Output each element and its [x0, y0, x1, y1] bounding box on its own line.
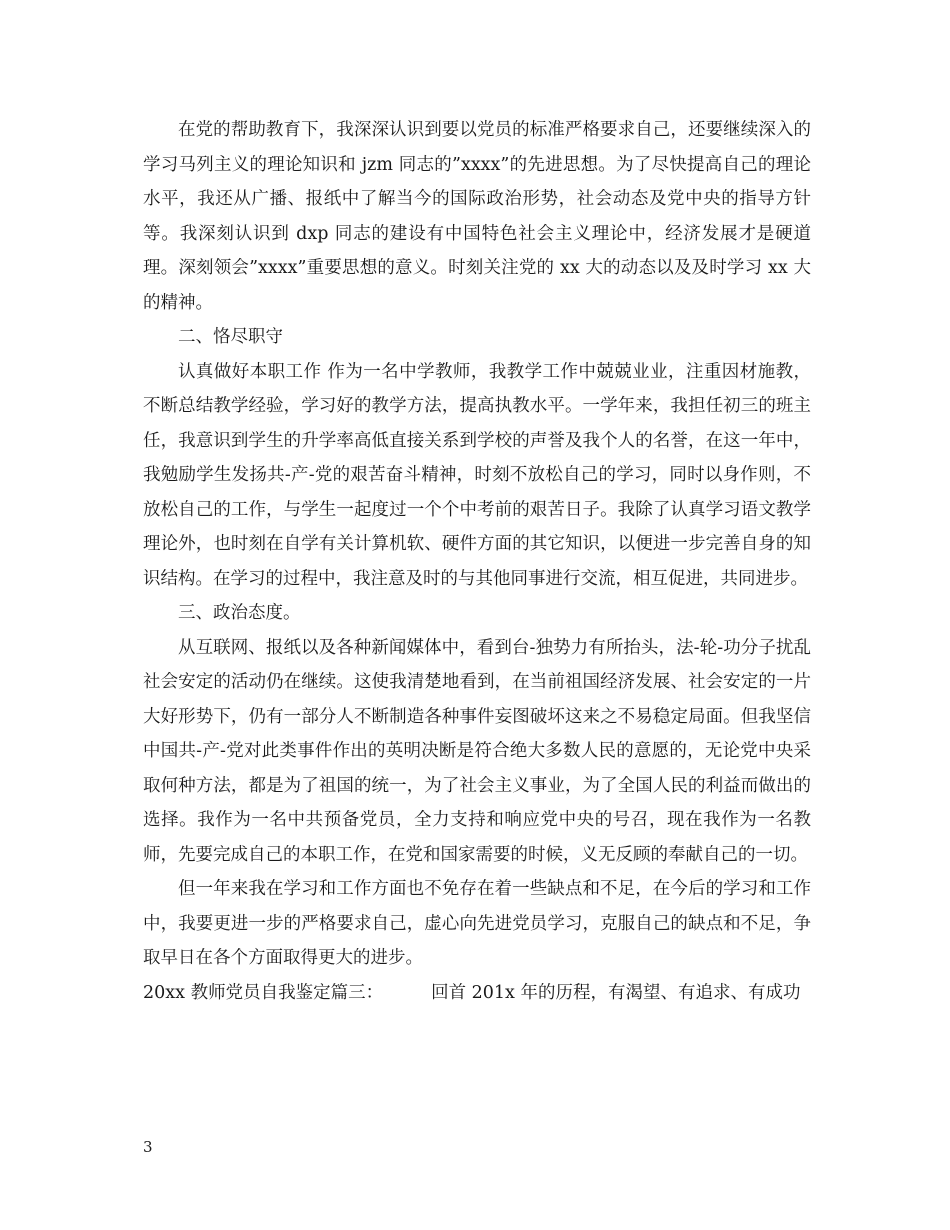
document-body: [143, 113, 811, 1010]
section-heading-politics: 三、政治态度。: [178, 603, 301, 623]
next-section-title: 20xx 教师党员自我鉴定篇三：: [143, 982, 384, 1003]
next-section-opening: 回首 201x 年的历程，有渴望、有追求、有成功: [431, 982, 801, 1003]
section-heading-duty: 二、恪尽职守: [178, 327, 283, 347]
paragraph-shortcomings: 但一年来我在学习和工作方面也不免存在着一些缺点和不足，在今后的学习和工作中，我要更进一步的严格要求自己，虚心向先进党员学习，克服自己的缺点和不足，争取早日在各个方面取得更大的进步。: [143, 879, 811, 968]
next-section-line: [143, 976, 811, 1011]
paragraph-party-study: 在党的帮助教育下，我深深认识到要以党员的标准严格要求自己，还要继续深入的学习马列主义的理论知识和 jzm 同志的”xxxx”的先进思想。为了尽快提高自己的理论水平，我还从广播、报纸中了解当今的国际政治形势，社会动态及党中央的指导方针等。我深刻认识到 dxp 同志的建设有中国特色社会主义理论中，经济发展才是硬道理。深刻领会”xxxx”重要思想的意义。时刻关注党的 xx 大的动态以及及时学习 xx 大的精神。: [143, 120, 811, 313]
page-number: 3: [143, 1138, 153, 1156]
paragraph-political-attitude: 从互联网、报纸以及各种新闻媒体中，看到台-独势力有所抬头，法-轮-功分子扰乱社会安定的活动仍在继续。这使我清楚地看到，在当前祖国经济发展、社会安定的一片大好形势下，仍有一部分人不断制造各种事件妄图破坏这来之不易稳定局面。但我坚信中国共-产-党对此类事件作出的英明决断是符合绝大多数人民的意愿的，无论党中央采取何种方法，都是为了祖国的统一，为了社会主义事业，为了全国人民的利益而做出的选择。我作为一名中共预备党员，全力支持和响应党中央的号召，现在我作为一名教师，先要完成自己的本职工作，在党和国家需要的时候，义无反顾的奉献自己的一切。: [143, 637, 811, 865]
paragraph-teaching-work: 认真做好本职工作 作为一名中学教师，我教学工作中兢兢业业，注重因材施教，不断总结教学经验，学习好的教学方法，提高执教水平。一学年来，我担任初三的班主任，我意识到学生的升学率高低直接关系到学校的声誉及我个人的名誉，在这一年中，我勉励学生发扬共-产-党的艰苦奋斗精神，时刻不放松自己的学习，同时以身作则，不放松自己的工作，与学生一起度过一个个中考前的艰苦日子。我除了认真学习语文教学理论外，也时刻在自学有关计算机软、硬件方面的其它知识，以便进一步完善自身的知识结构。在学习的过程中，我注意及时的与其他同事进行交流，相互促进，共同进步。: [143, 361, 811, 589]
